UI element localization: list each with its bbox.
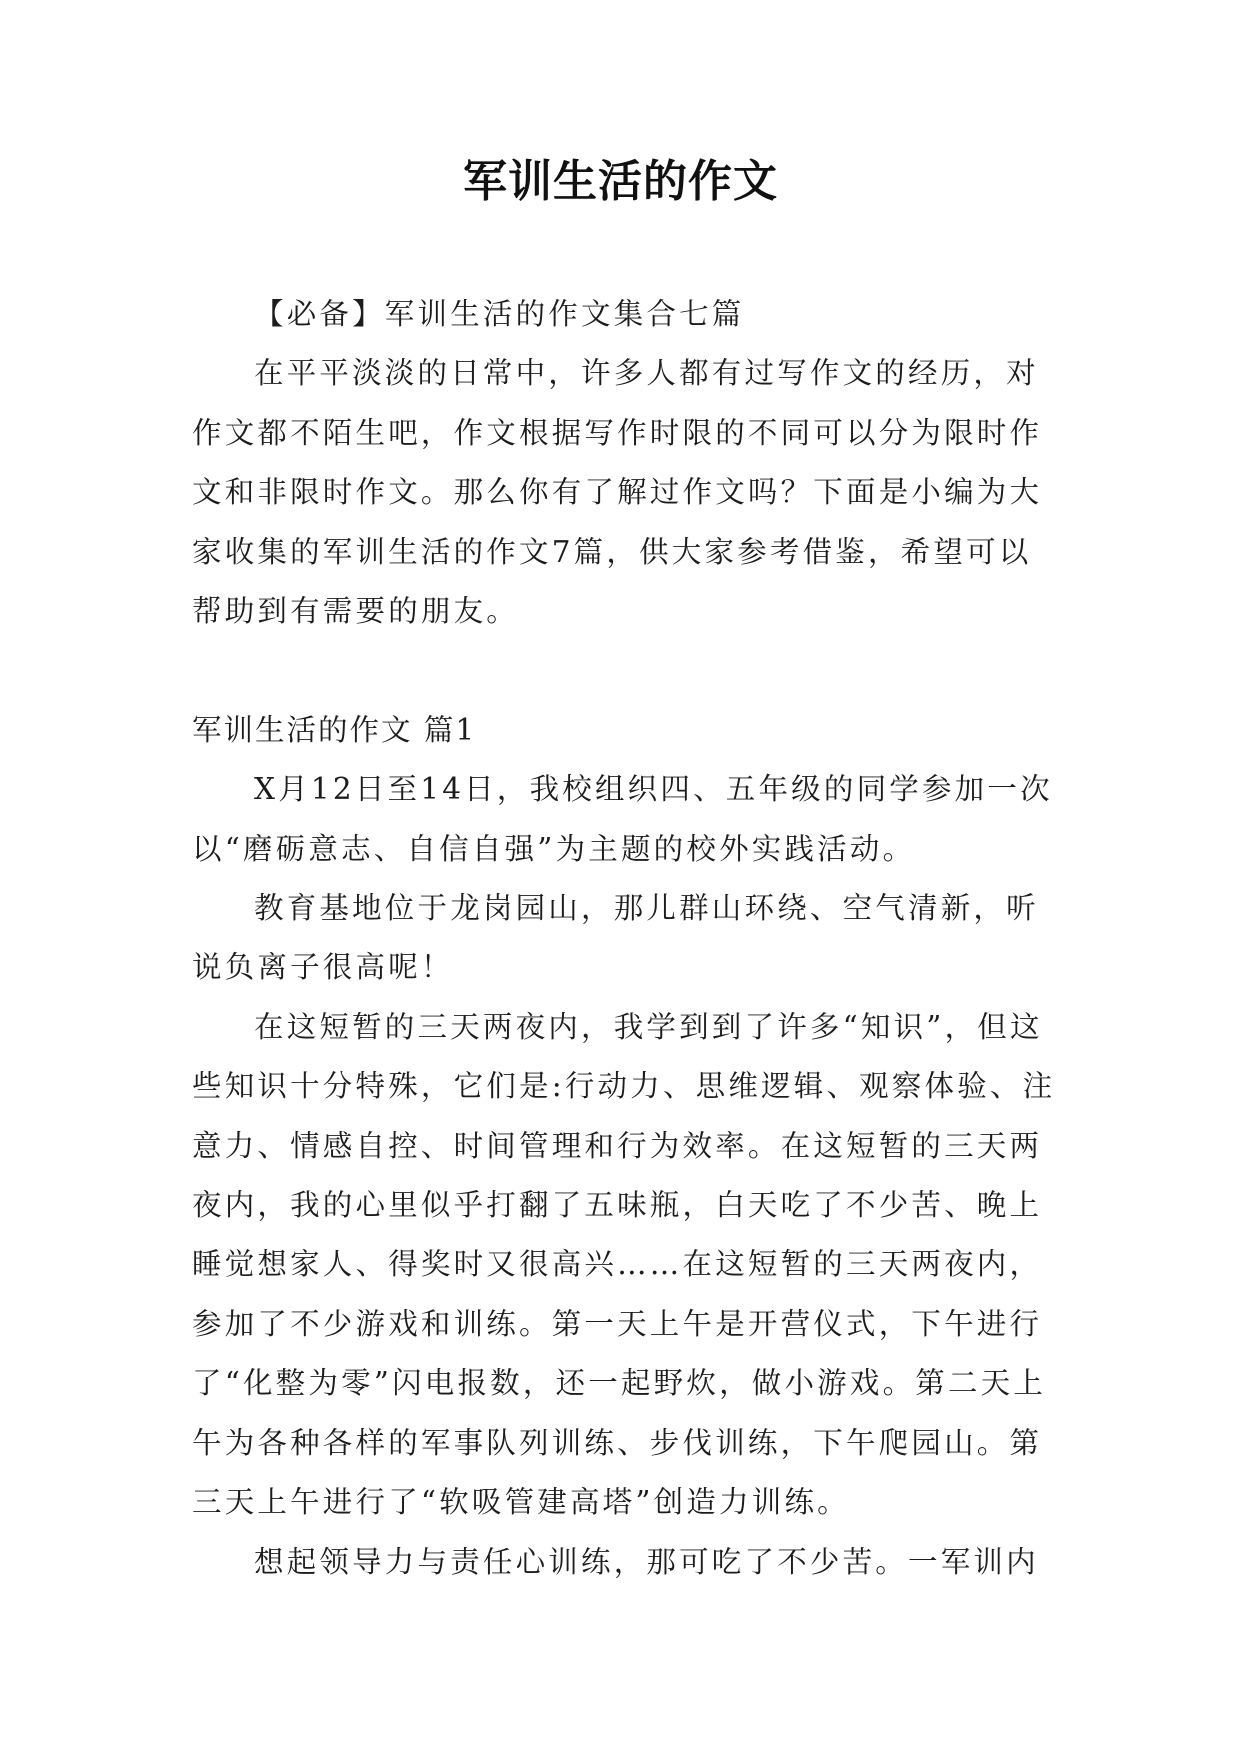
document-subtitle: 【必备】军训生活的作文集合七篇 [254, 297, 745, 331]
body-paragraph: 教育基地位于龙岗园山，那儿群山环绕、空气清新，听说负离子很高呢！ [192, 891, 1039, 985]
paragraph-gap [192, 641, 1062, 700]
body-paragraph: 在这短暂的三天两夜内，我学到到了许多“知识”，但这些知识十分特殊，它们是:行动力、思维逻辑、观察体验、注意力、情感自控、时间管理和行为效率。在这短暂的三天两夜内，我的心里似乎打翻了五味瓶，白天吃了不少苦、晚上睡觉想家人、得奖时又很高兴……在这短暂的三天两夜内，参加了不少游戏和训练。第一天上午是开营仪式，下午进行了“化整为零”闪电报数，还一起野炊，做小游戏。第二天上午为各种各样的军事队列训练、步伐训练，下午爬园山。第三天上午进行了“软吸管建高塔”创造力训练。 [192, 1009, 1056, 1520]
intro-paragraph: 在平平淡淡的日常中，许多人都有过写作文的经历，对作文都不陌生吧，作文根据写作时限的不同可以分为限时作文和非限时作文。那么你有了解过作文吗？下面是小编为大家收集的军训生活的作文7篇，供大家参考借鉴，希望可以帮助到有需要的朋友。 [192, 356, 1043, 629]
section-heading: 军训生活的作文 篇1 [192, 712, 477, 747]
body-paragraph: 想起领导力与责任心训练，那可吃了不少苦。一军训内 [254, 1544, 1039, 1579]
body-paragraph: X月12日至14日，我校组织四、五年级的同学参加一次以“磨砺意志、自信自强”为主题的校外实践活动。 [192, 772, 1053, 866]
document-body [192, 285, 1062, 1592]
document-title: 军训生活的作文 [463, 156, 778, 207]
